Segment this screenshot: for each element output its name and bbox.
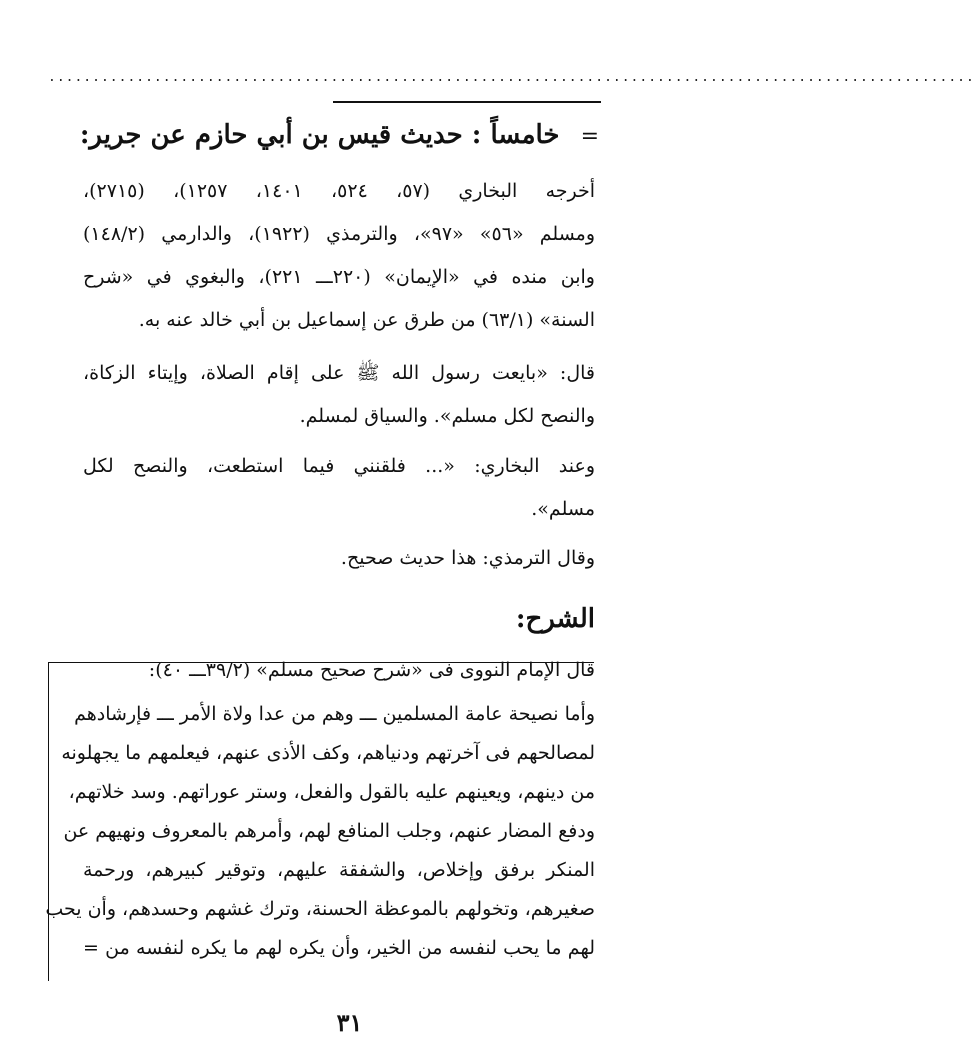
hadith-paragraph xyxy=(83,352,595,438)
text-line: لهم ما يحب لنفسه من الخير، وأن يكره لهم ما يكره لنفسه من = xyxy=(83,937,595,959)
text-line: صغيرهم، وتخولهم بالموعظة الحسنة، وترك غشهم وحسدهم، وأن يحب xyxy=(45,898,595,920)
nawawi-quote xyxy=(45,695,595,968)
page-number: ٣١ xyxy=(336,1008,363,1037)
takhrij-paragraph xyxy=(83,170,595,342)
text-line: من دينهم، ويعينهم عليه بالقول والفعل، وستر عوراتهم. وسد خلاتهم، xyxy=(68,781,595,803)
text-line: ومسلم «٥٦» «٩٧»، والترمذي (١٩٢٢)، والدارمي (١٤٨/٢) xyxy=(83,223,596,245)
bukhari-paragraph xyxy=(83,445,595,531)
text-line: وقال الترمذي: هذا حديث صحيح. xyxy=(340,547,595,569)
text-line: لمصالحهم فى آخرتهم ودنياهم، وكف الأذى عنهم، فيعلمهم ما يجهلونه xyxy=(61,742,595,764)
text-line: أخرجه البخاري (٥٧، ٥٢٤، ١٤٠١، ١٢٥٧)، (٢٧١٥)، xyxy=(83,180,596,202)
text-line: مسلم». xyxy=(531,498,595,520)
text-line: وعند البخاري: «... فلقنني فيما استطعت، والنصح لكل xyxy=(83,455,595,477)
section-heading xyxy=(79,120,599,150)
continuation-marker: = xyxy=(580,124,599,149)
text-line: المنكر برفق وإخلاص، والشفقة عليهم، وتوقير كبيرهم، ورحمة xyxy=(83,859,595,881)
dotted-separator: ......................................................................................................... xyxy=(48,70,975,85)
text-line: وابن منده في «الإيمان» (٢٢٠ـــ ٢٢١)، والبغوي في «شرح xyxy=(83,266,595,288)
section-title: خامساً : حديث قيس بن أبي حازم عن جرير: xyxy=(79,120,560,150)
horizontal-rule xyxy=(333,101,601,103)
text-line: والنصح لكل مسلم». والسياق لمسلم. xyxy=(299,405,595,427)
text-line: السنة» (٦٣/١) من طرق عن إسماعيل بن أبي خالد عنه به. xyxy=(138,309,595,331)
nawawi-intro: قال الإمام النووى فى «شرح صحيح مسلم» (٣٩/٢ـــ ٤٠): xyxy=(148,659,595,681)
sharh-heading: الشرح: xyxy=(515,604,595,634)
tirmidhi-paragraph xyxy=(83,537,595,580)
text-line: ودفع المضار عنهم، وجلب المنافع لهم، وأمرهم بالمعروف ونهيهم عن xyxy=(63,820,595,842)
text-line: وأما نصيحة عامة المسلمين ـــ وهم من عدا ولاة الأمر ـــ فإرشادهم xyxy=(74,703,595,725)
text-line: قال: «بايعت رسول الله ﷺ على إقام الصلاة، وإيتاء الزكاة، xyxy=(83,362,595,384)
